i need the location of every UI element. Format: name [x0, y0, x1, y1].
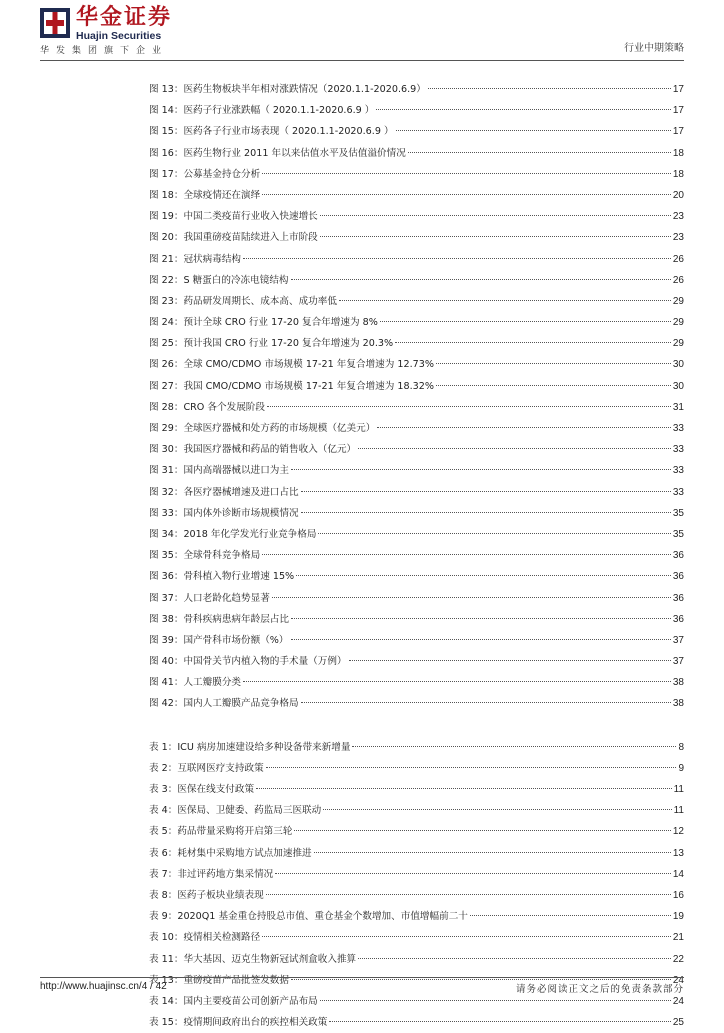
- toc-entry[interactable]: [149, 397, 684, 418]
- toc-leader-dots: [377, 427, 671, 428]
- toc-entry[interactable]: [149, 800, 684, 821]
- report-section: 行业中期策略: [624, 43, 684, 54]
- toc-entry-label: 表 3：医保在线支付政策: [149, 784, 255, 795]
- footer-disclaimer: 请务必阅读正文之后的免责条款部分: [515, 984, 684, 995]
- toc-entry-page: 16: [672, 889, 684, 901]
- toc-entry[interactable]: [149, 503, 684, 524]
- toc-entry[interactable]: [149, 588, 684, 609]
- toc-entry[interactable]: [149, 79, 684, 100]
- toc-entry[interactable]: [149, 609, 684, 630]
- toc-entry[interactable]: [149, 376, 684, 397]
- toc-entry[interactable]: [149, 227, 684, 248]
- toc-entry[interactable]: [149, 418, 684, 439]
- toc-entry-page: 19: [672, 911, 684, 923]
- toc-entry[interactable]: [149, 545, 684, 566]
- toc-leader-dots: [256, 788, 672, 789]
- toc-entry[interactable]: [149, 100, 684, 121]
- toc-entry-label: 图 33：国内体外诊断市场规模情况: [149, 507, 299, 519]
- toc-entry-page: 17: [672, 105, 684, 117]
- toc-entry-label: 图 35：全球骨科竞争格局: [149, 550, 261, 562]
- toc-entry-page: 29: [672, 295, 684, 307]
- toc-entry-page: 35: [672, 528, 684, 540]
- toc-leader-dots: [262, 554, 671, 555]
- toc-entry-label: 图 38：骨科疾病患病年龄层占比: [149, 613, 289, 625]
- toc-entry-label: 图 27：我国 CMO/CDMO 市场规模 17-21 年复合增速为 18.32%: [149, 380, 434, 392]
- toc-entry-page: 30: [672, 380, 684, 392]
- toc-entry-page: 18: [672, 168, 684, 180]
- toc-entry-label: 图 19：中国二类疫苗行业收入快速增长: [149, 211, 318, 223]
- toc-entry[interactable]: [149, 758, 684, 779]
- toc-leader-dots: [329, 1021, 671, 1022]
- toc-leader-dots: [408, 152, 671, 153]
- toc-entry-page: 17: [672, 84, 684, 95]
- toc-entry-label: 图 18：全球疫情还在演绎: [149, 189, 261, 201]
- toc-leader-dots: [291, 469, 671, 470]
- figure-list: [149, 79, 684, 715]
- toc-leader-dots: [320, 215, 671, 216]
- toc-entry-label: 表 1：ICU 病房加速建设给多种设备带来新增量: [149, 741, 351, 753]
- toc-entry[interactable]: [149, 885, 684, 906]
- toc-entry[interactable]: [149, 270, 684, 291]
- toc-entry-page: 38: [672, 677, 684, 689]
- toc-entry[interactable]: [149, 566, 684, 587]
- huajin-logo-icon: [40, 8, 70, 38]
- toc-entry[interactable]: [149, 185, 684, 206]
- brand-name-en: Huajin Securities: [76, 30, 162, 42]
- toc-entry-page: 31: [672, 401, 684, 413]
- toc-entry-label: 图 28：CRO 各个发展阶段: [149, 401, 265, 413]
- toc-entry-label: 图 23：药品研发周期长、成本高、成功率低: [149, 295, 337, 307]
- brand-tagline: 华发集团旗下企业: [40, 46, 169, 56]
- toc-entry-page: 35: [672, 507, 684, 519]
- toc-leader-dots: [301, 491, 671, 492]
- toc-entry-label: 图 29：全球医疗器械和处方药的市场规模（亿美元）: [149, 423, 376, 434]
- toc-entry-label: 图 13：医药生物板块半年相对涨跌情况（2020.1.1-2020.6.9）: [149, 84, 426, 95]
- toc-entry-label: 图 20：我国重磅疫苗陆续进入上市阶段: [149, 232, 318, 244]
- toc-leader-dots: [243, 681, 671, 682]
- toc-entry-page: 17: [672, 126, 684, 138]
- toc-entry-label: 图 26：全球 CMO/CDMO 市场规模 17-21 年复合增速为 12.73%: [149, 359, 434, 371]
- toc-entry-label: 图 36：骨科植入物行业增速 15%: [149, 571, 295, 583]
- toc-entry-page: 14: [672, 868, 684, 880]
- table-of-contents: [149, 79, 684, 1033]
- toc-entry-label: 图 15：医药各子行业市场表现（ 2020.1.1-2020.6.9 ）: [149, 126, 394, 138]
- toc-entry-label: 图 37：人口老龄化趋势显著: [149, 592, 270, 604]
- toc-leader-dots: [318, 533, 670, 534]
- toc-entry-label: 图 16：医药生物行业 2011 年以来估值水平及估值溢价情况: [149, 147, 406, 159]
- toc-leader-dots: [291, 618, 671, 619]
- toc-entry-page: 29: [672, 317, 684, 329]
- toc-leader-dots: [376, 109, 670, 110]
- toc-leader-dots: [262, 173, 671, 174]
- toc-entry-label: 图 22：S 糖蛋白的冷冻电镜结构: [149, 274, 289, 286]
- toc-entry-label: 表 13：重磅疫苗产品批签发数据: [149, 974, 289, 986]
- toc-entry-page: 36: [672, 571, 684, 583]
- toc-leader-dots: [301, 512, 671, 513]
- toc-entry[interactable]: [149, 482, 684, 503]
- toc-entry[interactable]: [149, 121, 684, 142]
- toc-entry-page: 33: [672, 423, 684, 434]
- toc-leader-dots: [267, 406, 671, 407]
- toc-entry-label: 表 7：非过评药地方集采情况: [149, 868, 274, 880]
- toc-entry[interactable]: [149, 843, 684, 864]
- toc-leader-dots: [349, 660, 671, 661]
- toc-entry-label: 图 21：冠状病毒结构: [149, 253, 242, 265]
- page-header: [0, 0, 724, 62]
- footer-divider: [40, 977, 684, 978]
- toc-entry-page: 18: [672, 147, 684, 159]
- toc-entry[interactable]: [149, 164, 684, 185]
- toc-entry-page: 37: [672, 656, 684, 668]
- toc-leader-dots: [339, 300, 671, 301]
- toc-entry-label: 表 9：2020Q1 基金重仓持股总市值、重仓基金个数增加、市值增幅前二十: [149, 911, 468, 923]
- toc-entry[interactable]: [149, 143, 684, 164]
- toc-entry[interactable]: [149, 927, 684, 948]
- toc-entry[interactable]: [149, 630, 684, 651]
- toc-entry-label: 表 15：疫情期间政府出台的疾控相关政策: [149, 1017, 328, 1029]
- toc-leader-dots: [470, 915, 671, 916]
- toc-entry[interactable]: [149, 291, 684, 312]
- toc-entry[interactable]: [149, 1012, 684, 1033]
- toc-entry-page: 38: [672, 698, 684, 710]
- toc-entry-page: 9: [678, 762, 684, 774]
- toc-entry-label: 图 25：预计我国 CRO 行业 17-20 复合年增速为 20.3%: [149, 338, 394, 350]
- toc-leader-dots: [275, 873, 671, 874]
- toc-entry[interactable]: [149, 312, 684, 333]
- toc-entry-page: 25: [672, 1017, 684, 1029]
- toc-entry[interactable]: [149, 821, 684, 842]
- brand-name-cn: 华金证券: [76, 5, 173, 30]
- toc-leader-dots: [266, 767, 677, 768]
- toc-entry[interactable]: [149, 460, 684, 481]
- toc-entry-page: 33: [672, 486, 684, 498]
- toc-leader-dots: [291, 279, 671, 280]
- toc-entry-page: 36: [672, 613, 684, 625]
- toc-leader-dots: [380, 321, 671, 322]
- toc-entry-page: 29: [672, 338, 684, 350]
- toc-entry-label: 表 11：华大基因、迈克生物新冠试剂盒收入推算: [149, 953, 357, 965]
- toc-leader-dots: [323, 809, 671, 810]
- toc-leader-dots: [436, 363, 671, 364]
- toc-entry-page: 36: [672, 592, 684, 604]
- toc-entry[interactable]: [149, 672, 684, 693]
- toc-entry-page: 37: [672, 634, 684, 646]
- toc-entry-page: 22: [672, 953, 684, 965]
- toc-leader-dots: [301, 702, 671, 703]
- toc-leader-dots: [294, 830, 670, 831]
- toc-entry[interactable]: [149, 439, 684, 460]
- section-gap: [149, 715, 684, 737]
- toc-leader-dots: [266, 894, 671, 895]
- toc-entry-label: 表 8：医药子板块业绩表现: [149, 889, 264, 901]
- toc-entry-page: 26: [672, 274, 684, 286]
- toc-entry-page: 23: [672, 211, 684, 223]
- toc-leader-dots: [395, 342, 671, 343]
- toc-leader-dots: [291, 639, 671, 640]
- toc-leader-dots: [243, 258, 671, 259]
- toc-entry-page: 26: [672, 253, 684, 265]
- toc-entry-page: 30: [672, 359, 684, 371]
- toc-entry[interactable]: [149, 354, 684, 375]
- toc-entry-label: 图 30：我国医疗器械和药品的销售收入（亿元）: [149, 444, 357, 456]
- toc-leader-dots: [358, 448, 671, 449]
- toc-entry-page: 21: [672, 932, 684, 944]
- toc-leader-dots: [262, 936, 671, 937]
- footer-url-page[interactable]: http://www.huajinsc.cn/4 / 42: [40, 981, 167, 992]
- toc-entry[interactable]: [149, 693, 684, 714]
- toc-leader-dots: [352, 746, 676, 747]
- toc-entry-label: 图 32：各医疗器械增速及进口占比: [149, 486, 299, 498]
- toc-entry-label: 图 41：人工瓣膜分类: [149, 677, 242, 689]
- toc-entry[interactable]: [149, 333, 684, 354]
- toc-entry[interactable]: [149, 524, 684, 545]
- toc-entry-page: 36: [672, 550, 684, 562]
- toc-entry-label: 表 10：疫情相关检测路径: [149, 932, 261, 944]
- toc-leader-dots: [296, 575, 671, 576]
- toc-entry-page: 33: [672, 444, 684, 456]
- toc-leader-dots: [396, 130, 671, 131]
- toc-entry-label: 图 14：医药子行业涨跌幅（ 2020.1.1-2020.6.9 ）: [149, 105, 375, 117]
- toc-entry[interactable]: [149, 779, 684, 800]
- toc-entry-page: 23: [672, 232, 684, 244]
- toc-leader-dots: [428, 88, 671, 89]
- toc-leader-dots: [291, 979, 671, 980]
- toc-entry-label: 表 2：互联网医疗支持政策: [149, 762, 264, 774]
- toc-entry-page: 11: [673, 784, 684, 795]
- toc-entry-page: 24: [672, 995, 684, 1007]
- toc-entry[interactable]: [149, 949, 684, 970]
- toc-entry-label: 图 17：公募基金持仓分析: [149, 168, 261, 180]
- toc-leader-dots: [358, 958, 671, 959]
- toc-entry-page: 12: [672, 826, 684, 838]
- toc-entry-label: 图 42：国内人工瓣膜产品竞争格局: [149, 698, 299, 710]
- toc-entry-page: 24: [672, 974, 684, 986]
- toc-entry-page: 11: [673, 805, 684, 817]
- toc-entry-page: 20: [672, 189, 684, 201]
- toc-entry-label: 图 39：国产骨科市场份额（%）: [149, 634, 289, 646]
- toc-entry-page: 13: [672, 847, 684, 859]
- toc-entry-label: 图 34：2018 年化学发光行业竞争格局: [149, 528, 317, 540]
- toc-leader-dots: [262, 194, 671, 195]
- toc-entry-label: 表 4：医保局、卫健委、药监局三医联动: [149, 805, 322, 817]
- toc-entry-label: 表 14：国内主要疫苗公司创新产品布局: [149, 995, 318, 1007]
- toc-entry-label: 表 5：药品带量采购将开启第三轮: [149, 826, 293, 838]
- toc-entry[interactable]: [149, 864, 684, 885]
- toc-leader-dots: [320, 236, 671, 237]
- toc-entry-label: 图 40：中国骨关节内植入物的手术量（万例）: [149, 656, 347, 668]
- toc-entry-label: 表 6：耗材集中采购地方试点加速推进: [149, 847, 312, 859]
- toc-entry-page: 33: [672, 465, 684, 477]
- toc-leader-dots: [436, 385, 671, 386]
- toc-entry-label: 图 31：国内高端器械以进口为主: [149, 465, 289, 477]
- toc-entry-label: 图 24：预计全球 CRO 行业 17-20 复合年增速为 8%: [149, 317, 378, 329]
- toc-entry[interactable]: [149, 206, 684, 227]
- toc-entry[interactable]: [149, 651, 684, 672]
- header-divider: [40, 60, 684, 61]
- toc-leader-dots: [320, 1000, 671, 1001]
- toc-entry-page: 8: [678, 741, 684, 753]
- toc-entry[interactable]: [149, 249, 684, 270]
- toc-entry[interactable]: [149, 737, 684, 758]
- toc-leader-dots: [314, 852, 671, 853]
- toc-entry[interactable]: [149, 906, 684, 927]
- toc-leader-dots: [272, 597, 671, 598]
